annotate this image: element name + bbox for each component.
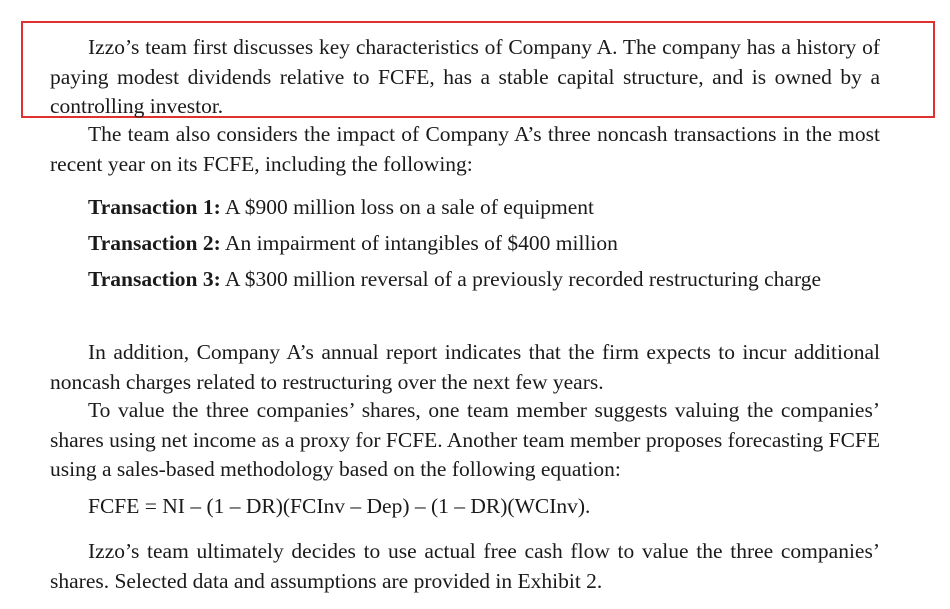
transaction-2-label: Transaction 2: bbox=[88, 231, 221, 255]
paragraph-conclusion: Izzo’s team ultimately decides to use actual free cash flow to value the three companies’ shares. Selected data and assumptions are provided in Exhibit 2. bbox=[50, 539, 880, 593]
transaction-1-text: A $900 million loss on a sale of equipment bbox=[224, 195, 595, 219]
transaction-3-label: Transaction 3: bbox=[88, 267, 221, 291]
paragraph-noncash-transactions: The team also considers the impact of Company A’s three noncash transactions in the most recent year on its FCFE, including the following: bbox=[50, 122, 880, 176]
transaction-1 bbox=[88, 193, 868, 223]
transaction-1-label: Transaction 1: bbox=[88, 195, 221, 219]
fcfe-equation: FCFE = NI – (1 – DR)(FCInv – Dep) – (1 – DR)(WCInv). bbox=[88, 494, 591, 518]
paragraph-company-characteristics: Izzo’s team first discusses key characteristics of Company A. The company has a history of paying modest dividends relative to FCFE, has a stable capital structure, and is owned by a controlling investor. bbox=[50, 35, 880, 118]
transaction-3 bbox=[88, 265, 868, 295]
transaction-2-text: An impairment of intangibles of $400 million bbox=[224, 231, 618, 255]
paragraph-valuation-proposals: To value the three companies’ shares, one team member suggests valuing the companies’ shares using net income as a proxy for FCFE. Another team member proposes forecasting FCFE using a sales-based methodology based on the following equation: bbox=[50, 398, 880, 481]
transaction-2 bbox=[88, 229, 868, 259]
transaction-3-text: A $300 million reversal of a previously recorded restructuring charge bbox=[224, 267, 822, 291]
paragraph-restructuring: In addition, Company A’s annual report indicates that the firm expects to incur additional noncash charges related to restructuring over the next few years. bbox=[50, 340, 880, 394]
